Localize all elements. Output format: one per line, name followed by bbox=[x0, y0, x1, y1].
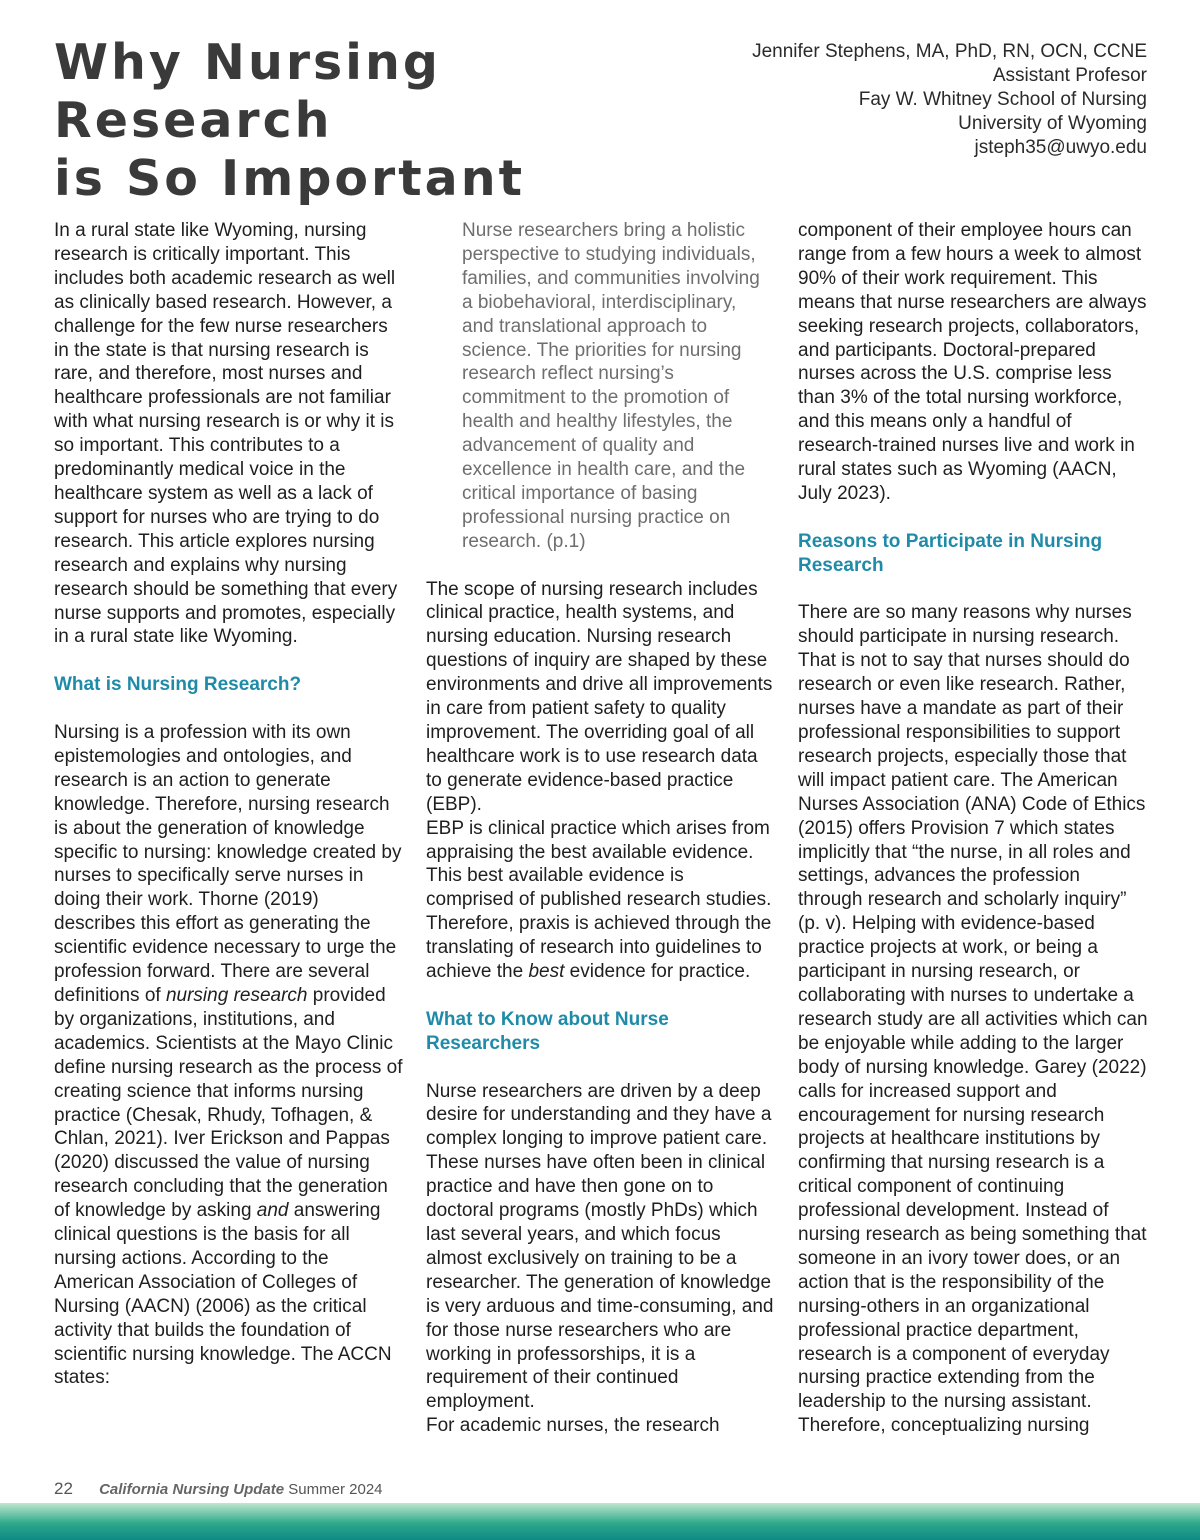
block-quote: Nurse researchers bring a holistic perspective to studying individuals, families, and communities involving a biobehavioral, interdisciplinary, and translational approach to science. The priorities for nursing research reflect nursing’s commitment to the promotion of health and healthy lifestyles, the advancement of quality and excellence in health care, and the critical importance of basing professional nursing practice on research. (p.1) bbox=[462, 220, 760, 552]
section-heading-reasons-to-participate: Reasons to Participate in Nursing Research bbox=[798, 530, 1103, 576]
article-title-line-2: is So Important bbox=[54, 150, 526, 207]
ebp-text-b: evidence for practice. bbox=[569, 961, 751, 983]
author-name: Jennifer Stephens, MA, PhD, RN, OCN, CCNE bbox=[752, 41, 1147, 62]
definition-text-c: answering clinical questions is the basis for all nursing actions. According to the American Association of Colleges of Nursing (AACN) (2006) as the critical activity that builds the foundation of scientific nursing knowledge. The ACCN states: bbox=[54, 1200, 392, 1389]
article-title-line-1: Why Nursing Research bbox=[54, 34, 441, 149]
issue-date: Summer 2024 bbox=[288, 1481, 383, 1498]
author-position: Assistant Profesor bbox=[992, 65, 1147, 86]
author-university: University of Wyoming bbox=[958, 113, 1147, 134]
intro-paragraph: In a rural state like Wyoming, nursing research is critically important. This includes both academic research as well as clinically based research. However, a challenge for the few nurse researchers in the state is that nursing research is rare, and therefore, most nurses and healthcare professionals are not familiar with what nursing research is or why it is so important. This contributes to a predominantly medical voice in the healthcare system as well as a lack of support for nurses who are trying to do research. This article explores nursing research and explains why nursing research should be something that every nurse supports and promotes, especially in a rural state like Wyoming. bbox=[54, 220, 398, 648]
author-email: jsteph35@uwyo.edu bbox=[974, 137, 1147, 158]
column-1 bbox=[54, 219, 404, 1390]
publication-name: California Nursing Update bbox=[99, 1481, 285, 1498]
page-footer bbox=[54, 1479, 383, 1499]
workforce-paragraph: component of their employee hours can range from a few hours a week to almost 90% of their work requirement. This means that nurse researchers are always seeking research projects, collaborators, and participants. Doctoral-prepared nurses across the U.S. comprise less than 3% of the total nursing workforce, and this means only a handful of research-trained nurses live and work in rural states such as Wyoming (AACN, July 2023). bbox=[798, 220, 1147, 504]
ebp-text-a: EBP is clinical practice which arises from appraising the best available evidence. This best available evidence is comprised of published research studies. Therefore, praxis is achieved through the translating of research into guidelines to achieve the bbox=[426, 817, 772, 983]
page-number: 22 bbox=[54, 1479, 73, 1498]
column-2 bbox=[426, 219, 776, 1438]
author-school: Fay W. Whitney School of Nursing bbox=[858, 89, 1147, 110]
academic-nurses-paragraph: For academic nurses, the research bbox=[426, 1415, 720, 1437]
author-block bbox=[687, 40, 1147, 160]
researchers-paragraph: Nurse researchers are driven by a deep desire for understanding and they have a complex longing to improve patient care. These nurses have often been in clinical practice and have then gone on to doctoral programs (mostly PhDs) which last several years, and which focus almost exclusively on training to be a researcher. The generation of knowledge is very arduous and time-consuming, and for those nurse researchers who are working in professorships, it is a requirement of their continued employment. bbox=[426, 1080, 774, 1413]
definition-text-b: provided by organizations, institutions, and academics. Scientists at the Mayo Clinic define nursing research as the process of creating science that informs nursing practice (Chesak, Rhudy, Tofhagen, & Chlan, 2021). Iver Erickson and Pappas (2020) discussed the value of nursing research concluding that the generation of knowledge by asking bbox=[54, 984, 403, 1222]
section-heading-what-is-nursing-research: What is Nursing Research? bbox=[54, 674, 302, 696]
definition-paragraph bbox=[54, 721, 404, 1390]
emphasis-nursing-research: nursing research bbox=[165, 984, 308, 1006]
scope-paragraph: The scope of nursing research includes clinical practice, health systems, and nursing education. Nursing research questions of inquiry are shaped by these environments and drive all improvements in care from patient safety to quality improvement. The overriding goal of all healthcare work is to use research data to generate evidence-based practice (EBP). bbox=[426, 578, 773, 815]
article-title bbox=[54, 34, 714, 208]
footer-color-band bbox=[0, 1503, 1200, 1540]
column-3 bbox=[798, 219, 1148, 1438]
emphasis-best: best bbox=[528, 961, 565, 983]
definition-text-a: Nursing is a profession with its own epistemologies and ontologies, and research is an action to generate knowledge. Therefore, nursing research is about the generation of knowledge specific to nursing: knowledge created by nurses to specifically serve nurses in doing their work. Thorne (2019) describes this effort as generating the scientific evidence necessary to urge the profession forward. There are several definitions of bbox=[54, 722, 402, 1006]
section-heading-nurse-researchers: What to Know about Nurse Researchers bbox=[426, 1008, 669, 1054]
ebp-paragraph bbox=[426, 817, 776, 984]
emphasis-and: and bbox=[256, 1200, 289, 1222]
reasons-paragraph: There are so many reasons why nurses should participate in nursing research. That is not to say that nurses should do research or even like research. Rather, nurses have a mandate as part of their professional responsibilities to support research projects, especially those that will impact patient care. The American Nurses Association (ANA) Code of Ethics (2015) offers Provision 7 which states implicitly that “the nurse, in all roles and settings, advances the profession through research and scholarly inquiry” (p. v). Helping with evidence-based practice projects at work, or being a participant in nursing research, or collaborating with nurses to undertake a research study are all activities which can be enjoyable while adding to the larger body of nursing knowledge. Garey (2022) calls for increased support and encouragement for nursing research projects at healthcare institutions by confirming that nursing research is a critical component of continuing professional development. Instead of nursing research as being something that someone in an ivory tower does, or an action that is the responsibility of the nursing-others in an organizational professional practice department, research is a component of everyday nursing practice extending from the leadership to the nursing assistant. Therefore, conceptualizing nursing bbox=[798, 602, 1148, 1437]
